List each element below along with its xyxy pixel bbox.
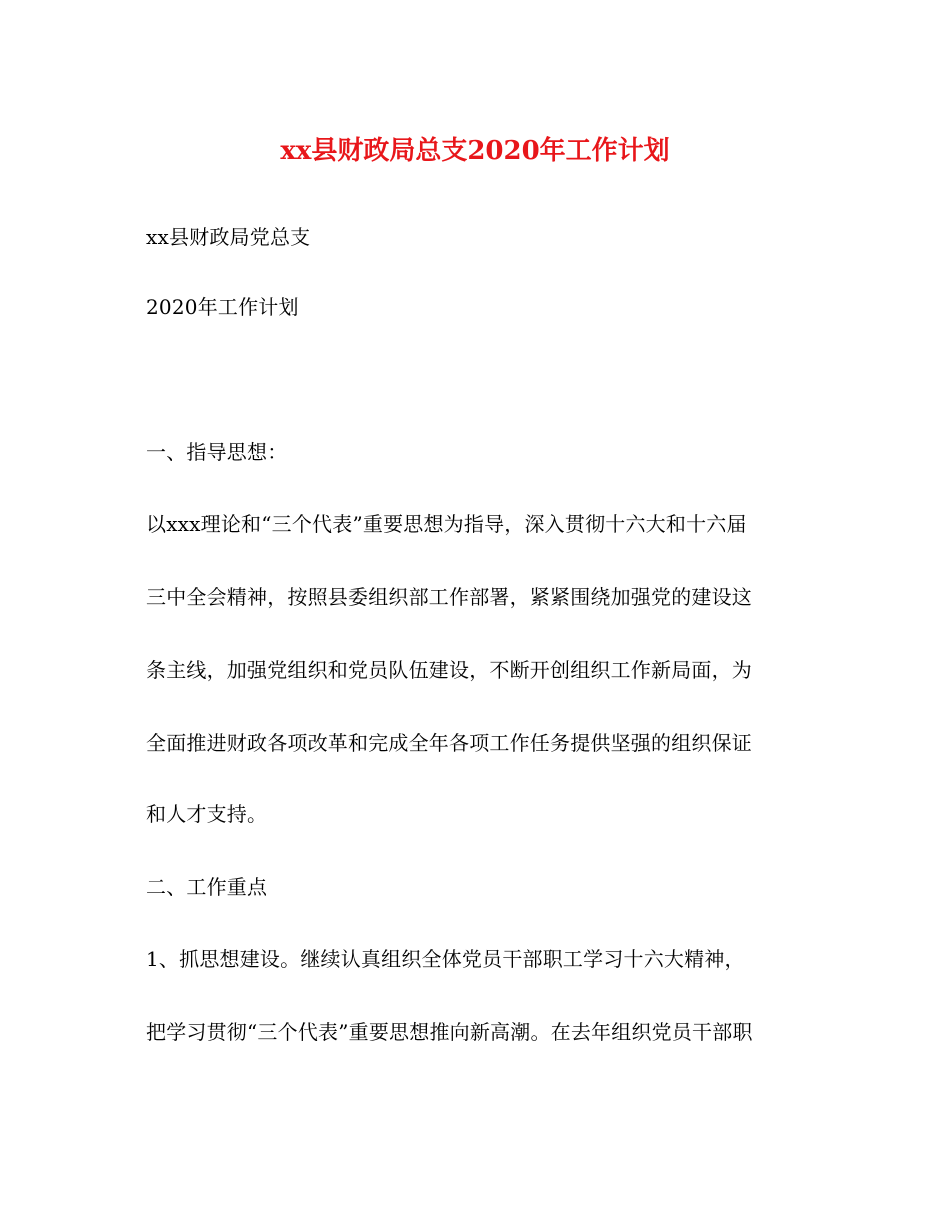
- section-heading-guiding-thought: 一、指导思想：: [146, 440, 288, 464]
- paragraph-line: 三中全会精神，按照县委组织部工作部署，紧紧围绕加强党的建设这: [146, 585, 752, 609]
- section-heading-work-focus: 二、工作重点: [146, 875, 268, 899]
- paragraph-line: 和人才支持。: [146, 802, 268, 826]
- paragraph-line: 1、抓思想建设。继续认真组织全体党员干部职工学习十六大精神，: [146, 947, 745, 971]
- org-name-line: xx县财政局党总支: [146, 225, 311, 249]
- paragraph-line: 把学习贯彻“三个代表”重要思想推向新高潮。在去年组织党员干部职: [146, 1020, 753, 1044]
- paragraph-line: 条主线，加强党组织和党员队伍建设，不断开创组织工作新局面，为: [146, 658, 752, 682]
- plan-name-line: 2020年工作计划: [146, 295, 299, 319]
- paragraph-line: 以xxx理论和“三个代表”重要思想为指导，深入贯彻十六大和十六届: [146, 512, 747, 536]
- document-title: xx县财政局总支2020年工作计划: [280, 136, 670, 166]
- paragraph-line: 全面推进财政各项改革和完成全年各项工作任务提供坚强的组织保证: [146, 731, 752, 755]
